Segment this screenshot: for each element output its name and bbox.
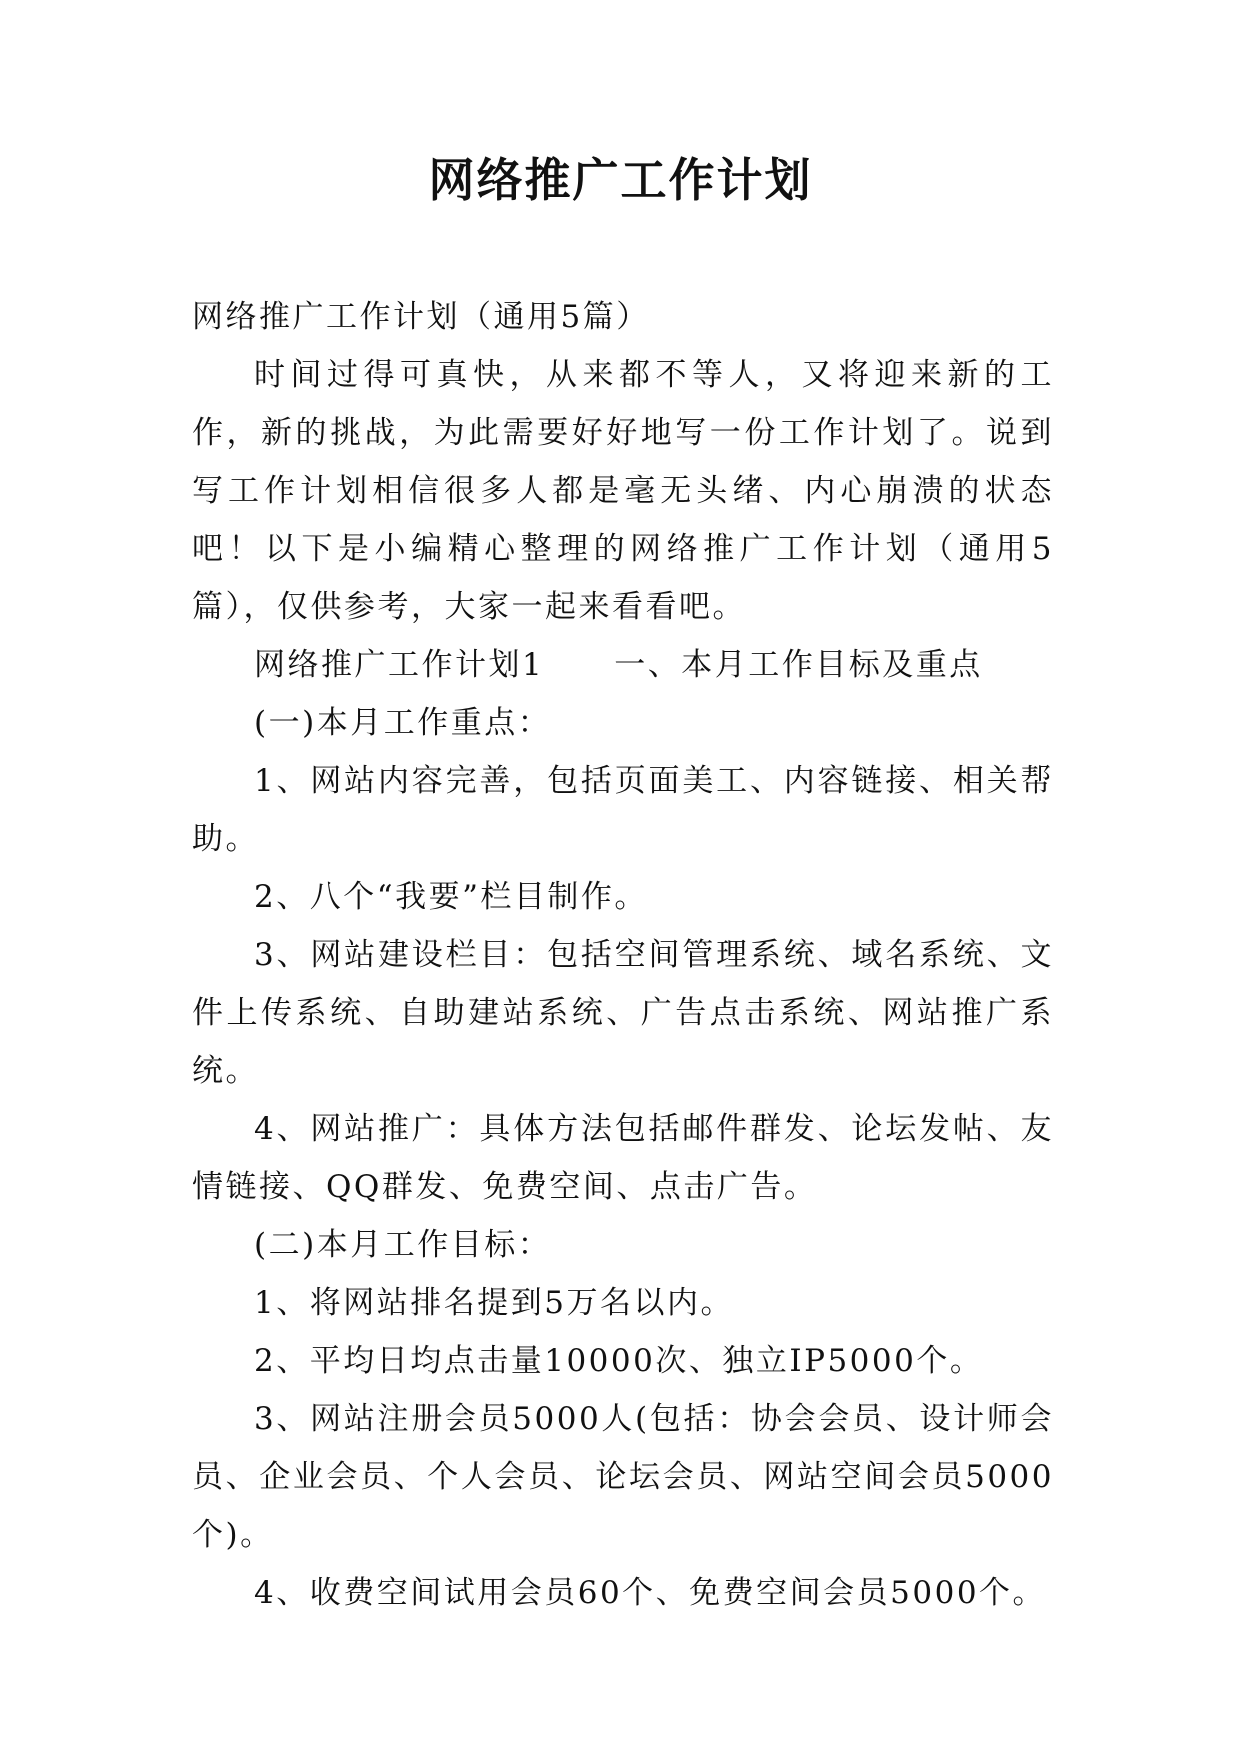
goal-item-4: 4、收费空间试用会员60个、免费空间会员5000个。 — [254, 1575, 1047, 1611]
document-body — [192, 288, 1054, 1622]
plan-1-header-line — [192, 636, 1054, 694]
section-1-heading: 一、本月工作目标及重点 — [614, 647, 983, 683]
goal-item-2: 2、平均日均点击量10000次、独立IP5000个。 — [254, 1343, 984, 1379]
focus-subheading: (一)本月工作重点： — [254, 705, 552, 741]
intro-paragraph: 时间过得可真快，从来都不等人，又将迎来新的工作，新的挑战，为此需要好好地写一份工作计划了。说到写工作计划相信很多人都是毫无头绪、内心崩溃的状态吧！以下是小编精心整理的网络推广工作计划（通用5篇），仅供参考，大家一起来看看吧。 — [192, 357, 1054, 625]
document-title: 网络推广工作计划 — [428, 153, 813, 207]
focus-item-4: 4、网站推广：具体方法包括邮件群发、论坛发帖、友情链接、QQ群发、免费空间、点击广告。 — [192, 1111, 1054, 1205]
subtitle: 网络推广工作计划（通用5篇） — [192, 299, 650, 335]
focus-item-3: 3、网站建设栏目：包括空间管理系统、域名系统、文件上传系统、自助建站系统、广告点击系统、网站推广系统。 — [192, 937, 1054, 1089]
plan-1-label: 网络推广工作计划1 — [254, 647, 545, 683]
focus-item-2: 2、八个“我要”栏目制作。 — [254, 879, 648, 915]
goal-item-1: 1、将网站排名提到5万名以内。 — [254, 1285, 734, 1321]
goals-subheading: (二)本月工作目标： — [254, 1227, 552, 1263]
focus-item-1: 1、网站内容完善，包括页面美工、内容链接、相关帮助。 — [192, 763, 1054, 857]
goal-item-3: 3、网站注册会员5000人(包括：协会会员、设计师会员、企业会员、个人会员、论坛会员、网站空间会员5000个)。 — [192, 1401, 1054, 1553]
